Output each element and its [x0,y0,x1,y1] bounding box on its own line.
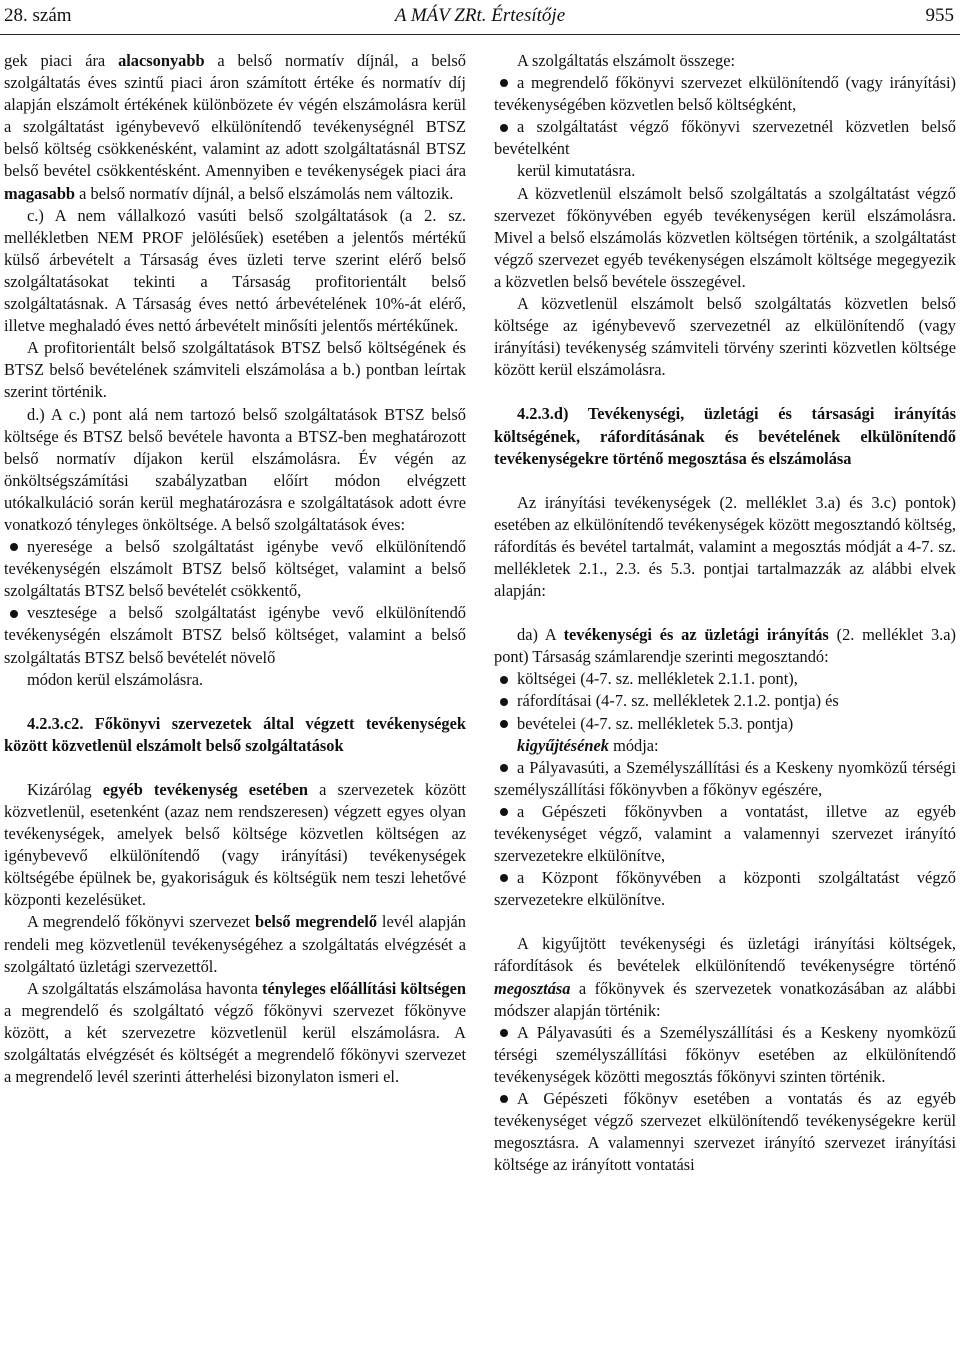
paragraph: Kizárólag egyéb tevékenység esetében a szervezetek között közvetlenül, esetenként (azaz nem rendszeresen) végzett egyes olyan tevékenységek, amelyek belső költsége közvetlen költségen az igénybevevő elkülönítendő (vagy irányítási) tevékenységek költségébe épülnek be, gyakoriságuk és költségük nem teszi lehetővé központi kezelésüket. [4,779,466,910]
list-item [494,713,956,735]
paragraph: A megrendelő főkönyvi szervezet belső megrendelő levél alapján rendeli meg közvetlenül tevékenységéhez a szolgáltatás elvégzését a szolgáltató üzletági szervezettől. [4,912,466,976]
paragraph: Az irányítási tevékenységek (2. melléklet 3.a) és 3.c) pontok) esetében az elkülönítendő tevékenységek között megosztandó költség, ráfordítás és bevétel tartalmát, valamint a megosztás módját a 4-7. sz. mellékletek 2.1., 2.3. és 5.3. pontjai tartalmazzák az alábbi elvek alapján: [494,492,956,601]
list-item-text: A Gépészeti főkönyv esetében a vontatás és az egyéb tevékenységet végző szervezet elkülönítendő tevékenységekre kerül megosztásra. A valamennyi szervezet irányító szervezet irányítási költsége az irányított vontatási [494,1089,956,1175]
issue-number: 28. szám [4,5,72,26]
bullet-icon [500,874,508,882]
page-number: 955 [925,5,954,26]
list-item-text: költségei (4-7. sz. mellékletek 2.1.1. pont), [517,669,798,689]
paragraph: c.) A nem vállalkozó vasúti belső szolgáltatások (a 2. sz. mellékletben NEM PROF jelölésűek) esetében a jelentős mértékű külső árbevételt a Társaság éves üzleti terve szerint elérő belső szolgáltatásokat tekinti a Társaság profitorientált belső szolgáltatásnak. A Társaság éves nettó árbevételének 10%-át elérő, illetve meghaladó éves nettó árbevételt minősíti jelentős mértékűnek. [4,205,466,336]
list-item-text: a Pályavasúti, a Személyszállítási és a Keskeny nyomközű térségi személyszállítási főkönyvben a főkönyv egészére, [494,757,956,799]
list-item [494,867,956,911]
paragraph: A közvetlenül elszámolt belső szolgáltatás a szolgáltatást végző szervezet főkönyvében egyéb tevékenységen kerül elszámolásra. Mivel a belső elszámolás közvetlen költségen történik, a szolgáltatást végző szervezet egyéb tevékenységen elszámolt költsége megegyezik a közvetlen belső bevétele összegével. [494,183,956,291]
list-item-text: nyeresége a belső szolgáltatást igénybe vevő elkülönítendő tevékenységén elszámolt BTSZ belső költséget, valamint a belső szolgáltatás BTSZ belső bevételét csökkentő, [4,537,466,601]
bullet-icon [500,720,508,728]
left-column [4,50,466,1088]
paragraph: da) A tevékenységi és az üzletági irányítás (2. melléklet 3.a) pont) Társaság számlarendje szerinti megosztandó: [494,625,956,667]
list-item [4,536,466,602]
page-header [0,0,960,35]
list-item-text: a szolgáltatást végző főkönyvi szervezetnél közvetlen belső bevételként [494,117,956,159]
list-item-text: A Pályavasúti és a Személyszállítási és a Keskeny nyomközű térségi személyszállítási főkönyv esetében az elkülönítendő tevékenységek közötti megosztás főkönyvi szinten történik. [494,1022,956,1086]
section-heading: 4.2.3.d) Tevékenységi, üzletági és társasági irányítás költségének, ráfordításának és bevételének elkülönítendő tevékenységekre történő megosztása és elszámolása [494,404,956,468]
bullet-icon [500,698,508,706]
bullet-icon [500,79,508,87]
paragraph: gek piaci ára alacsonyabb a belső normatív díjnál, a belső szolgáltatás éves szintű piaci áron számított értéke és normatív díj alapján elszámolt értékének különbözete év végén elszámolásra kerül a szolgáltatást igénybevevő elkülönítendő tevékenységnél BTSZ belső költség csökkenésként, valamint az adott szolgáltatásnál BTSZ belső bevétel csökkentésként. Amennyiben e tevékenységek piaci ára magasabb a belső normatív díjnál, a belső elszámolás nem változik. [4,51,466,203]
list-item [494,1088,956,1176]
bullet-icon [500,124,508,132]
list-item-text: a Gépészeti főkönyvben a vontatást, illetve az egyéb tevékenységet végző, valamint a valamennyi szervezet irányító szervezetekre elkülönítve, [494,801,956,866]
list-item-text: vesztesége a belső szolgáltatást igénybe vevő elkülönítendő tevékenységén elszámolt BTSZ belső költséget, valamint a belső szolgáltatás BTSZ belső bevételét növelő [4,603,466,667]
list-item [494,116,956,160]
bullet-icon [500,1095,508,1103]
right-column [494,50,956,1176]
list-item-text: ráfordításai (4-7. sz. mellékletek 2.1.2. pontja) és [517,691,839,711]
list-item [494,1022,956,1088]
bullet-icon [500,764,508,772]
paragraph: kerül kimutatásra. [517,161,636,181]
bullet-icon [500,808,508,816]
paragraph: A közvetlenül elszámolt belső szolgáltatás közvetlen belső költsége az igénybevevő szervezetnél az elkülönítendő (vagy irányítási) tevékenység számviteli törvény szerinti közvetlen költsége között kerül elszámolásra. [494,294,956,380]
paragraph: módon kerül elszámolásra. [27,669,204,689]
list-item [494,690,956,712]
paragraph: d.) A c.) pont alá nem tartozó belső szolgáltatások BTSZ belső költsége és BTSZ belső bevétele havonta a BTSZ-ben meghatározott belső normatív díjakon kerül elszámolásra. Év végén az önköltségszámítási szabályzatban előírt módon elvégzett utókalkuláció során kerül meghatározásra e szolgáltatások adott évre vonatkozó tényleges önköltsége. A belső szolgáltatások éves: [4,404,466,534]
list-item-text: a megrendelő főkönyvi szervezet elkülönítendő (vagy irányítási) tevékenységében közvetlen belső költségként, [494,73,956,115]
bullet-icon [500,676,508,684]
bullet-icon [10,610,18,618]
paragraph: A profitorientált belső szolgáltatások BTSZ belső költségének és BTSZ belső bevételének számviteli elszámolása a b.) pontban leírtak szerint történik. [4,338,466,402]
list-item-text: bevételei (4-7. sz. mellékletek 5.3. pontja) [517,713,794,733]
bullet-icon [500,1029,508,1037]
section-heading: 4.2.3.c2. Főkönyvi szervezetek által végzett tevékenységek között közvetlenül elszámolt belső szolgáltatások [4,713,466,755]
list-item [494,801,956,867]
bullet-icon [10,543,18,551]
paragraph: A kigyűjtött tevékenységi és üzletági irányítási költségek, ráfordítások és bevételek elkülönítendő tevékenységre történő megosztása a főkönyvek és szervezetek vonatkozásában az alábbi módszer alapján történik: [494,934,956,1020]
list-item-text: a Központ főkönyvében a központi szolgáltatást végző szervezetekre elkülönítve. [494,868,956,910]
list-item [4,602,466,668]
paragraph: A szolgáltatás elszámolása havonta tényleges előállítási költségen a megrendelő és szolgáltató végző főkönyvi szervezet főkönyve között, a két szervezetre közvetlenül kerül elszámolásra. A szolgáltatás elvégzését és költségét a megrendelő főkönyvi szervezet a megrendelő levél szerinti átterhelési bizonylaton ismeri el. [4,978,466,1087]
list-item [494,668,956,690]
publication-title: A MÁV ZRt. Értesítője [394,5,566,26]
paragraph: A szolgáltatás elszámolt összege: [517,51,736,70]
list-item [494,72,956,116]
paragraph: kigyűjtésének módja: [517,735,659,755]
list-item [494,757,956,801]
